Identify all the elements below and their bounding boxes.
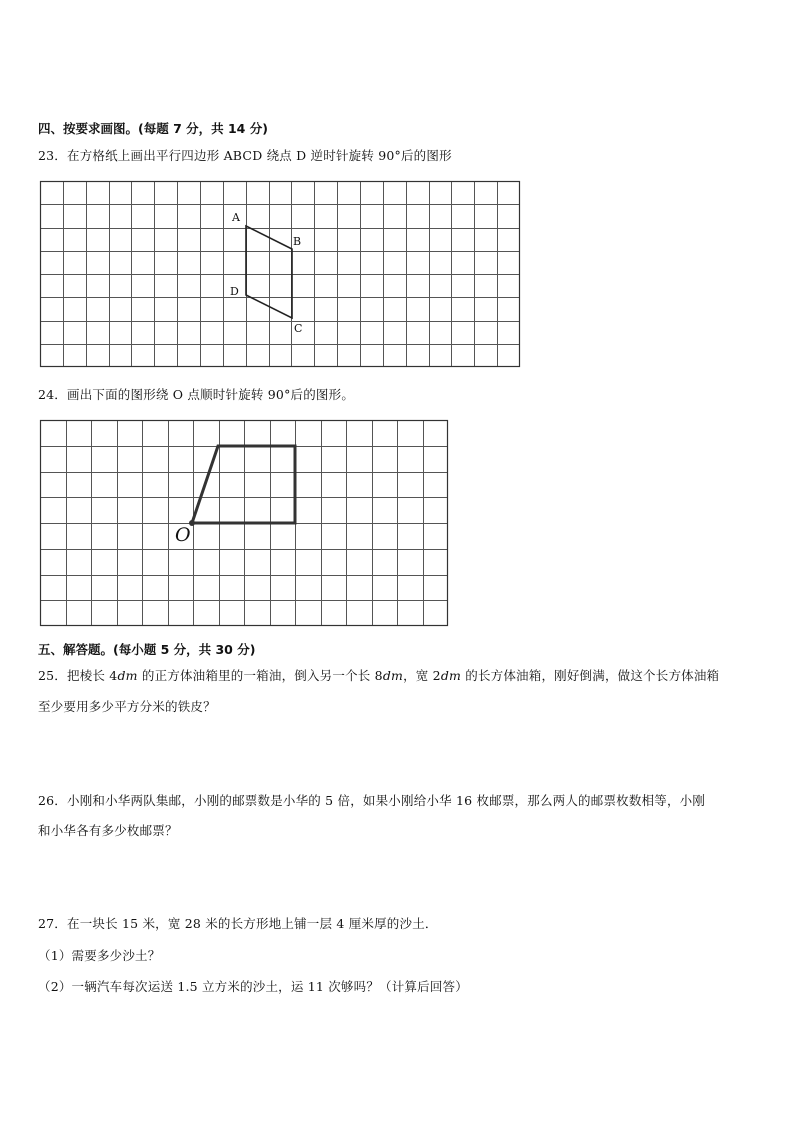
question-27-sub1: （1）需要多少沙土？ [38,948,161,963]
grid-q23-lines [40,181,520,367]
vertex-label-d: D [230,285,239,298]
vertex-label-b: B [293,235,302,248]
question-27-sub2: （2）一辆汽车每次运送 1.5 立方米的沙土，运 11 次够吗？（计算后回答） [38,979,468,994]
grid-q23 [40,181,520,367]
q25-unit-1: dm [117,668,138,683]
q25-part-d: 的长方体油箱，刚好倒满，做这个长方体油箱 [461,668,720,683]
vertex-label-c: C [294,322,303,335]
trapezoid-shape [192,446,295,523]
question-23-text: 23．在方格纸上画出平行四边形 ABCD 绕点 D 逆时针旋转 90°后的图形 [38,148,452,163]
section-5-title: 五、解答题。(每小题 5 分，共 30 分) [38,642,256,657]
q25-unit-3: dm [440,668,462,683]
question-27-line1: 27．在一块长 15 米，宽 28 米的长方形地上铺一层 4 厘米厚的沙土． [38,916,438,931]
question-26-line1: 26．小刚和小华两队集邮，小刚的邮票数是小华的 5 倍，如果小刚给小华 16 枚邮票，那么两人的邮票枚数相等，小刚 [38,793,706,808]
q25-part-c: ，宽 2 [403,668,441,683]
section-4-title: 四、按要求画图。(每题 7 分，共 14 分) [38,121,268,136]
point-label-o: O [175,524,191,546]
q25-part-b: 的正方体油箱里的一箱油，倒入另一个长 8 [137,668,383,683]
question-25-line2: 至少要用多少平方分米的铁皮？ [38,699,216,714]
question-24-text: 24．画出下面的图形绕 O 点顺时针旋转 90°后的图形。 [38,387,355,402]
question-25-line1 [38,666,719,684]
grid-q24 [40,420,448,626]
vertex-label-a: A [232,211,240,224]
q25-unit-2: dm [382,668,404,683]
q25-part-a: 25．把棱长 4 [38,668,118,683]
question-26-line2: 和小华各有多少枚邮票？ [38,823,178,838]
